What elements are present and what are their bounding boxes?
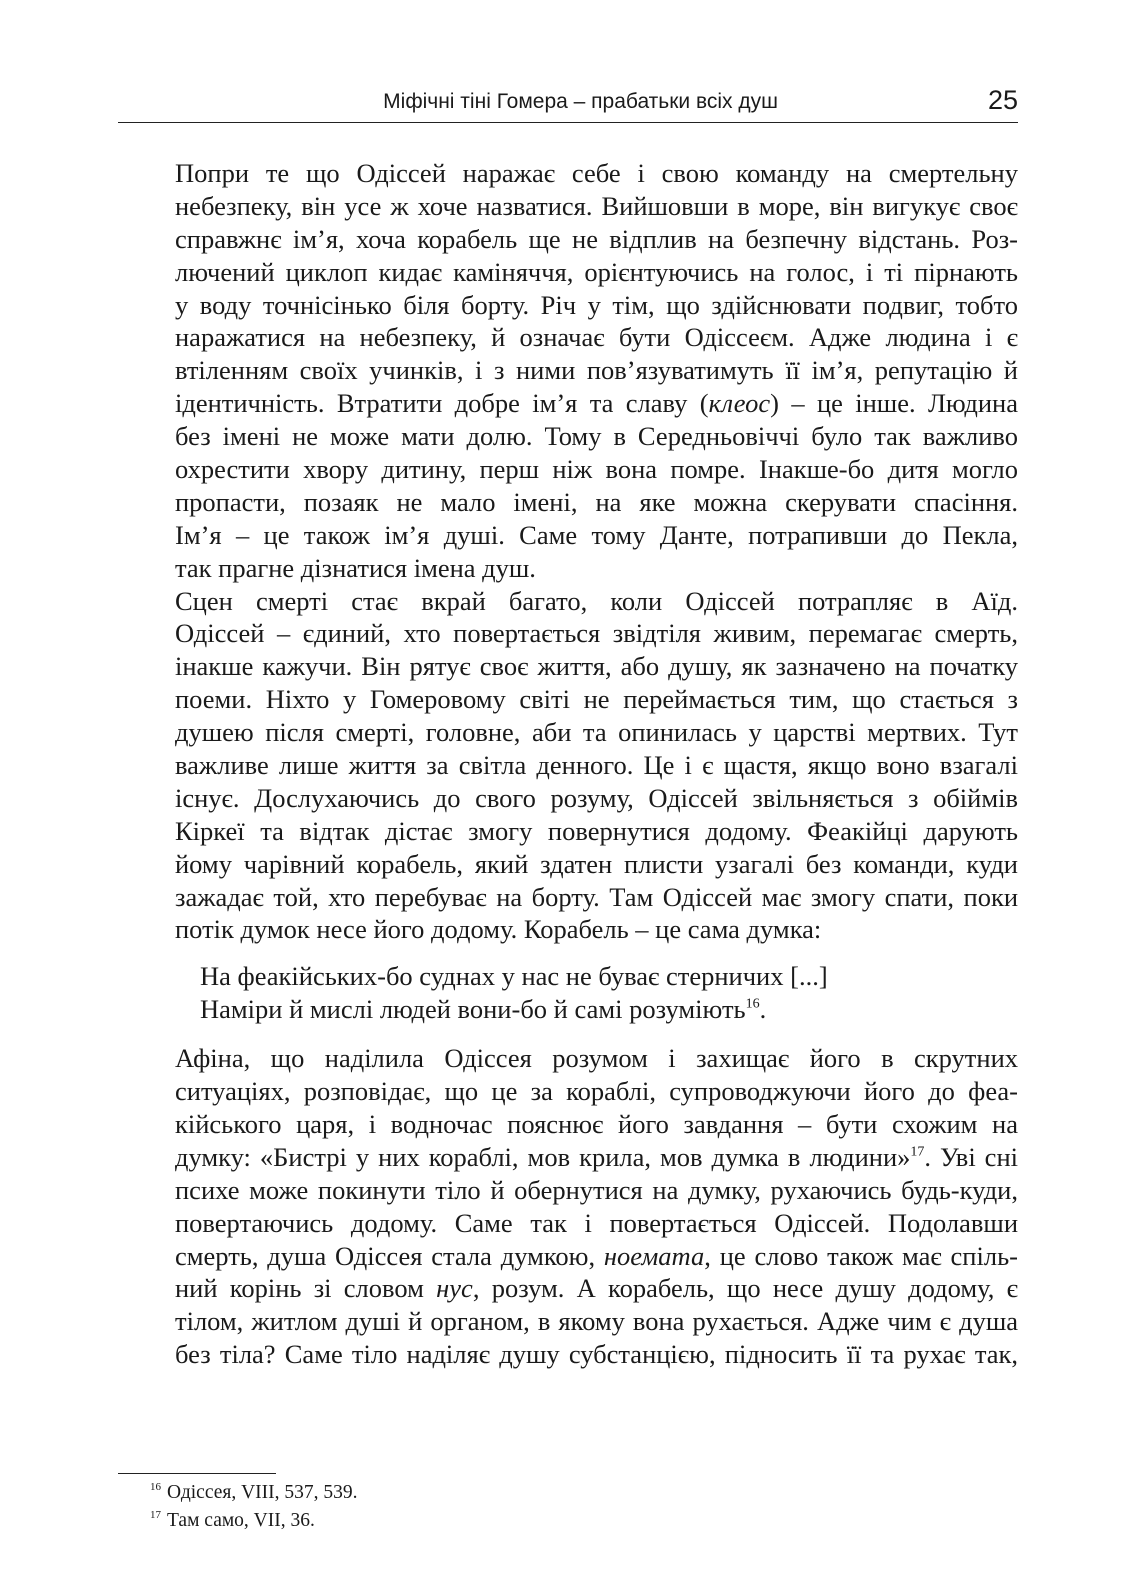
italic-term: клеос [708,388,771,419]
text-segment: ідентичність. Втратити добре ім’я та славу ( [175,388,709,419]
text-line: інакше кажучи. Він рятує своє життя, або душу, як зазначено на початку [175,651,1018,682]
footnotes [150,1479,1010,1535]
text-segment: . Уві сні [924,1141,1018,1172]
paragraph-2 [118,585,1018,947]
text-line: справжнє ім’я, хоча корабель ще не відплив на безпечну відстань. Роз- [175,223,1018,254]
footnote-text: Одіссея, VIII, 537, 539. [167,1482,358,1503]
text-line: охрестити хвору дитину, перш ніж вона помре. Інакше-бо дитя могло [175,454,1018,485]
text-line: повертаючись додому. Саме так і повертається Одіссей. Подолавши [175,1207,1018,1238]
text-line [118,387,1018,420]
verse-quote [200,960,1018,1026]
text-line: пропасти, позаяк не мало імені, на яке можна скерувати спасіння. [175,486,1018,517]
quote-line: На феакійських-бо суднах у нас не буває стерничих [...] [200,961,828,992]
text-segment: ний корінь зі словом [175,1273,437,1304]
text-line: існує. Дослухаючись до свого розуму, Одіссей звільняється з обіймів [175,782,1018,813]
text-line [118,1240,1018,1273]
page-number: 25 [987,85,1018,115]
text-line [118,1141,1018,1174]
text-segment: думку: «Бистрі у них кораблі, мов крила, мов думка в людини» [175,1141,911,1172]
text-line: Афіна, що наділила Одіссея розумом і захищає його в скрутних [175,1043,1018,1074]
footnote-divider [118,1473,276,1474]
text-line: ситуаціях, розповідає, що це за кораблі, супроводжуючи його до феа- [175,1076,1018,1107]
text-segment: , розум. А корабель, що несе душу додому, є [472,1273,1018,1304]
text-line: так прагне дізнатися імена душ. [175,552,536,583]
footnote-number: 17 [150,1509,161,1522]
text-line: психе може покинути тіло й обернутися на думку, рухаючись будь-куди, [175,1174,1018,1205]
main-text [118,157,1018,1371]
text-line [118,1272,1018,1305]
text-line: наражатися на небезпеку, й означає бути Одіссеєм. Адже людина і є [175,322,1018,353]
text-line: лючений циклоп кидає каміняччя, орієнтуючись на голос, і ті пірнають [175,256,1018,287]
running-title: Міфічні тіні Гомера – прабатьки всіх душ [383,90,778,113]
running-header [118,80,1018,123]
paragraph-3 [118,1042,1018,1371]
text-line: Кіркеї та відтак дістає змогу повернутися додому. Феакійці дарують [175,815,1018,846]
text-line: йому чарівний корабель, який здатен плисти узагалі без команди, куди [175,848,1018,879]
text-line: душею після смерті, головне, аби та опинилась у царстві мертвих. Тут [175,717,1018,748]
text-segment: смерть, душа Одіссея стала думкою, [175,1240,604,1271]
quote-line [200,993,1018,1026]
paragraph-1 [118,157,1018,585]
text-line: поеми. Ніхто у Гомеровому світі не переймається тим, що стається з [175,684,1018,715]
text-line: кійського царя, і водночас пояснює його завдання – бути схожим на [175,1108,1018,1139]
text-line: небезпеку, він усе ж хоче назватися. Вийшовши в море, він вигукує своє [175,190,1018,221]
footnote-16 [150,1479,1010,1507]
text-segment: Наміри й мислі людей вони-бо й самі розуміють [200,994,746,1025]
text-line: Сцен смерті стає вкрай багато, коли Одіссей потрапляє в Аїд. [175,585,1018,616]
text-line: важливе лише життя за світла денного. Це і є щастя, якщо воно взагалі [175,750,1018,781]
italic-term: ноемата [603,1240,705,1271]
text-segment: ) – це інше. Людина [770,388,1018,419]
text-line: втіленням своїх учинків, і з ними пов’язуватимуть її ім’я, репутацію й [175,355,1018,386]
text-line: у воду точнісінько біля борту. Річ у тім, що здійснювати подвиг, тобто [175,289,1018,320]
text-segment: , це слово також має спіль- [704,1240,1018,1271]
text-segment: . [759,994,767,1025]
footnote-ref-17[interactable]: 17 [910,1144,925,1160]
italic-term: нус [436,1273,473,1304]
footnote-number: 16 [150,1481,161,1494]
footnote-ref-16[interactable]: 16 [745,996,760,1012]
text-line: без імені не може мати долю. Тому в Середньовіччі було так важливо [175,421,1018,452]
text-line: без тіла? Саме тіло наділяє душу субстанцією, підносить її та рухає так, [175,1339,1018,1370]
text-line: Ім’я – це також ім’я душі. Саме тому Данте, потрапивши до Пекла, [175,519,1018,550]
footnote-17 [150,1507,1010,1535]
text-line: потік думок несе його додому. Корабель – це сама думка: [175,914,822,945]
text-line: тілом, житлом душі й органом, в якому вона рухається. Адже чим є душа [175,1306,1018,1337]
footnote-text: Там само, VII, 36. [167,1510,315,1531]
text-line: Попри те що Одіссей наражає себе і свою команду на смертельну [175,158,1018,188]
text-line: Одіссей – єдиний, хто повертається звідтіля живим, перемагає смерть, [175,618,1018,649]
text-line: зажадає той, хто перебуває на борту. Там Одіссей має змогу спати, поки [175,881,1018,912]
